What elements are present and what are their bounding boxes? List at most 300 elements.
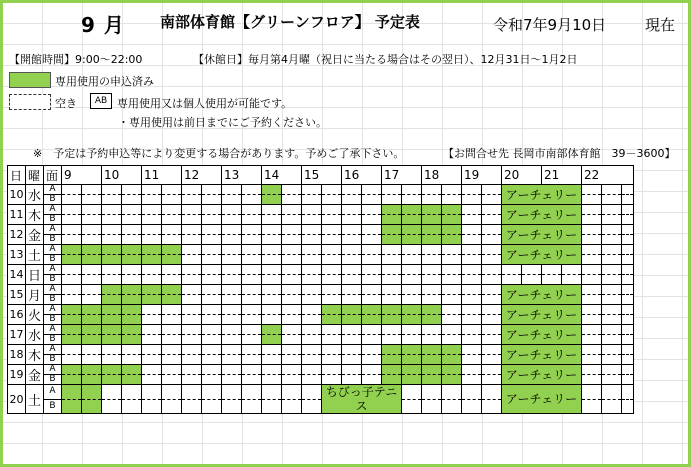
empty-slot[interactable] — [162, 375, 182, 385]
empty-slot[interactable] — [242, 355, 262, 365]
reserved-slot[interactable] — [62, 375, 82, 385]
empty-slot[interactable] — [542, 275, 562, 285]
empty-slot[interactable] — [182, 265, 202, 275]
empty-slot[interactable] — [602, 205, 622, 215]
empty-slot[interactable] — [242, 305, 262, 315]
empty-slot[interactable] — [222, 225, 242, 235]
empty-slot[interactable] — [62, 215, 82, 225]
empty-slot[interactable] — [342, 275, 362, 285]
empty-slot[interactable] — [182, 325, 202, 335]
empty-slot[interactable] — [202, 399, 222, 414]
empty-slot[interactable] — [282, 345, 302, 355]
empty-slot[interactable] — [482, 245, 502, 255]
empty-slot[interactable] — [282, 365, 302, 375]
empty-slot[interactable] — [142, 399, 162, 414]
empty-slot[interactable] — [302, 235, 322, 245]
empty-slot[interactable] — [362, 265, 382, 275]
empty-slot[interactable] — [342, 325, 362, 335]
empty-slot[interactable] — [582, 355, 602, 365]
empty-slot[interactable] — [202, 285, 222, 295]
empty-slot[interactable] — [82, 285, 102, 295]
empty-slot[interactable] — [262, 365, 282, 375]
reserved-slot[interactable] — [442, 375, 462, 385]
empty-slot[interactable] — [122, 225, 142, 235]
reserved-slot[interactable] — [122, 325, 142, 335]
empty-slot[interactable] — [462, 355, 482, 365]
reserved-slot[interactable] — [82, 255, 102, 265]
reserved-slot[interactable] — [62, 365, 82, 375]
empty-slot[interactable] — [502, 265, 522, 275]
reserved-slot[interactable] — [82, 245, 102, 255]
empty-slot[interactable] — [342, 205, 362, 215]
empty-slot[interactable] — [302, 305, 322, 315]
empty-slot[interactable] — [462, 325, 482, 335]
empty-slot[interactable] — [282, 335, 302, 345]
reserved-slot[interactable] — [102, 375, 122, 385]
empty-slot[interactable] — [582, 399, 602, 414]
empty-slot[interactable] — [202, 275, 222, 285]
empty-slot[interactable] — [582, 265, 602, 275]
empty-slot[interactable] — [182, 205, 202, 215]
reserved-slot[interactable] — [382, 365, 402, 375]
empty-slot[interactable] — [182, 399, 202, 414]
empty-slot[interactable] — [122, 185, 142, 195]
reserved-slot[interactable] — [362, 305, 382, 315]
empty-slot[interactable] — [582, 365, 602, 375]
empty-slot[interactable] — [442, 335, 462, 345]
empty-slot[interactable] — [102, 355, 122, 365]
empty-slot[interactable] — [362, 375, 382, 385]
empty-slot[interactable] — [562, 275, 582, 285]
empty-slot[interactable] — [362, 225, 382, 235]
empty-slot[interactable] — [602, 335, 622, 345]
empty-slot[interactable] — [422, 195, 442, 205]
empty-slot[interactable] — [222, 385, 242, 400]
empty-slot[interactable] — [602, 235, 622, 245]
empty-slot[interactable] — [222, 255, 242, 265]
empty-slot[interactable] — [242, 245, 262, 255]
reserved-slot[interactable] — [162, 285, 182, 295]
empty-slot[interactable] — [362, 295, 382, 305]
empty-slot[interactable] — [282, 235, 302, 245]
empty-slot[interactable] — [182, 305, 202, 315]
empty-slot[interactable] — [162, 399, 182, 414]
empty-slot[interactable] — [482, 375, 502, 385]
empty-slot[interactable] — [482, 385, 502, 400]
empty-slot[interactable] — [582, 375, 602, 385]
empty-slot[interactable] — [382, 255, 402, 265]
empty-slot[interactable] — [582, 235, 602, 245]
empty-slot[interactable] — [482, 365, 502, 375]
empty-slot[interactable] — [322, 255, 342, 265]
empty-slot[interactable] — [502, 275, 522, 285]
empty-slot[interactable] — [342, 285, 362, 295]
empty-slot[interactable] — [622, 335, 634, 345]
empty-slot[interactable] — [622, 275, 634, 285]
empty-slot[interactable] — [582, 245, 602, 255]
reserved-slot[interactable] — [442, 225, 462, 235]
empty-slot[interactable] — [122, 355, 142, 365]
empty-slot[interactable] — [382, 265, 402, 275]
empty-slot[interactable] — [322, 205, 342, 215]
empty-slot[interactable] — [402, 245, 422, 255]
reserved-slot[interactable] — [422, 345, 442, 355]
reserved-slot[interactable] — [402, 375, 422, 385]
reserved-slot[interactable] — [422, 235, 442, 245]
empty-slot[interactable] — [582, 225, 602, 235]
reserved-slot[interactable] — [442, 215, 462, 225]
empty-slot[interactable] — [82, 295, 102, 305]
empty-slot[interactable] — [162, 325, 182, 335]
empty-slot[interactable] — [162, 335, 182, 345]
reserved-slot[interactable] — [382, 215, 402, 225]
reservation-label[interactable] — [502, 185, 582, 205]
reserved-slot[interactable] — [142, 255, 162, 265]
empty-slot[interactable] — [442, 385, 462, 400]
empty-slot[interactable] — [602, 325, 622, 335]
empty-slot[interactable] — [602, 285, 622, 295]
empty-slot[interactable] — [302, 385, 322, 400]
empty-slot[interactable] — [142, 335, 162, 345]
empty-slot[interactable] — [62, 205, 82, 215]
empty-slot[interactable] — [462, 225, 482, 235]
reserved-slot[interactable] — [82, 335, 102, 345]
empty-slot[interactable] — [182, 365, 202, 375]
reserved-slot[interactable] — [102, 325, 122, 335]
empty-slot[interactable] — [142, 215, 162, 225]
empty-slot[interactable] — [162, 265, 182, 275]
empty-slot[interactable] — [342, 245, 362, 255]
reserved-slot[interactable] — [102, 305, 122, 315]
empty-slot[interactable] — [382, 285, 402, 295]
empty-slot[interactable] — [382, 185, 402, 195]
empty-slot[interactable] — [482, 205, 502, 215]
empty-slot[interactable] — [82, 205, 102, 215]
empty-slot[interactable] — [282, 295, 302, 305]
empty-slot[interactable] — [402, 295, 422, 305]
empty-slot[interactable] — [482, 275, 502, 285]
empty-slot[interactable] — [182, 355, 202, 365]
empty-slot[interactable] — [222, 399, 242, 414]
empty-slot[interactable] — [422, 255, 442, 265]
empty-slot[interactable] — [222, 275, 242, 285]
empty-slot[interactable] — [422, 285, 442, 295]
empty-slot[interactable] — [602, 315, 622, 325]
empty-slot[interactable] — [262, 315, 282, 325]
empty-slot[interactable] — [302, 335, 322, 345]
empty-slot[interactable] — [482, 335, 502, 345]
empty-slot[interactable] — [142, 345, 162, 355]
reserved-slot[interactable] — [122, 295, 142, 305]
empty-slot[interactable] — [142, 225, 162, 235]
reservation-label[interactable] — [502, 205, 582, 225]
empty-slot[interactable] — [182, 245, 202, 255]
empty-slot[interactable] — [322, 345, 342, 355]
reserved-slot[interactable] — [102, 335, 122, 345]
reserved-slot[interactable] — [62, 255, 82, 265]
empty-slot[interactable] — [162, 215, 182, 225]
empty-slot[interactable] — [242, 205, 262, 215]
empty-slot[interactable] — [162, 305, 182, 315]
reserved-slot[interactable] — [402, 315, 422, 325]
empty-slot[interactable] — [262, 355, 282, 365]
reserved-slot[interactable] — [82, 325, 102, 335]
empty-slot[interactable] — [262, 225, 282, 235]
empty-slot[interactable] — [242, 225, 262, 235]
empty-slot[interactable] — [102, 195, 122, 205]
empty-slot[interactable] — [222, 355, 242, 365]
empty-slot[interactable] — [162, 365, 182, 375]
empty-slot[interactable] — [382, 275, 402, 285]
empty-slot[interactable] — [182, 225, 202, 235]
reserved-slot[interactable] — [442, 355, 462, 365]
empty-slot[interactable] — [622, 295, 634, 305]
empty-slot[interactable] — [302, 265, 322, 275]
empty-slot[interactable] — [122, 345, 142, 355]
empty-slot[interactable] — [222, 265, 242, 275]
empty-slot[interactable] — [382, 195, 402, 205]
empty-slot[interactable] — [622, 265, 634, 275]
empty-slot[interactable] — [362, 185, 382, 195]
empty-slot[interactable] — [582, 255, 602, 265]
empty-slot[interactable] — [102, 385, 122, 400]
empty-slot[interactable] — [282, 215, 302, 225]
empty-slot[interactable] — [142, 275, 162, 285]
empty-slot[interactable] — [582, 185, 602, 195]
empty-slot[interactable] — [222, 205, 242, 215]
empty-slot[interactable] — [422, 295, 442, 305]
empty-slot[interactable] — [262, 265, 282, 275]
empty-slot[interactable] — [422, 245, 442, 255]
empty-slot[interactable] — [362, 245, 382, 255]
reserved-slot[interactable] — [62, 315, 82, 325]
empty-slot[interactable] — [302, 315, 322, 325]
empty-slot[interactable] — [122, 235, 142, 245]
empty-slot[interactable] — [242, 335, 262, 345]
empty-slot[interactable] — [322, 275, 342, 285]
empty-slot[interactable] — [622, 245, 634, 255]
empty-slot[interactable] — [462, 375, 482, 385]
empty-slot[interactable] — [582, 195, 602, 205]
empty-slot[interactable] — [322, 285, 342, 295]
reserved-slot[interactable] — [382, 375, 402, 385]
empty-slot[interactable] — [602, 385, 622, 400]
empty-slot[interactable] — [182, 215, 202, 225]
reserved-slot[interactable] — [62, 399, 82, 414]
empty-slot[interactable] — [342, 265, 362, 275]
empty-slot[interactable] — [342, 255, 362, 265]
empty-slot[interactable] — [102, 345, 122, 355]
empty-slot[interactable] — [382, 295, 402, 305]
reserved-slot[interactable] — [162, 255, 182, 265]
empty-slot[interactable] — [102, 235, 122, 245]
empty-slot[interactable] — [522, 265, 542, 275]
empty-slot[interactable] — [242, 195, 262, 205]
empty-slot[interactable] — [162, 195, 182, 205]
reserved-slot[interactable] — [122, 255, 142, 265]
empty-slot[interactable] — [162, 385, 182, 400]
reserved-slot[interactable] — [442, 205, 462, 215]
empty-slot[interactable] — [122, 265, 142, 275]
empty-slot[interactable] — [382, 245, 402, 255]
reserved-slot[interactable] — [82, 365, 102, 375]
reserved-slot[interactable] — [122, 305, 142, 315]
empty-slot[interactable] — [322, 225, 342, 235]
reserved-slot[interactable] — [62, 305, 82, 315]
empty-slot[interactable] — [182, 185, 202, 195]
empty-slot[interactable] — [62, 355, 82, 365]
reserved-slot[interactable] — [62, 385, 82, 400]
empty-slot[interactable] — [622, 235, 634, 245]
empty-slot[interactable] — [582, 205, 602, 215]
reserved-slot[interactable] — [382, 315, 402, 325]
empty-slot[interactable] — [222, 195, 242, 205]
empty-slot[interactable] — [402, 195, 422, 205]
empty-slot[interactable] — [342, 345, 362, 355]
reserved-slot[interactable] — [322, 315, 342, 325]
empty-slot[interactable] — [182, 375, 202, 385]
empty-slot[interactable] — [362, 335, 382, 345]
empty-slot[interactable] — [282, 305, 302, 315]
empty-slot[interactable] — [302, 345, 322, 355]
empty-slot[interactable] — [582, 325, 602, 335]
empty-slot[interactable] — [162, 355, 182, 365]
empty-slot[interactable] — [202, 215, 222, 225]
reserved-slot[interactable] — [382, 355, 402, 365]
empty-slot[interactable] — [142, 305, 162, 315]
empty-slot[interactable] — [622, 325, 634, 335]
empty-slot[interactable] — [182, 335, 202, 345]
reservation-label[interactable] — [322, 385, 402, 414]
reserved-slot[interactable] — [382, 225, 402, 235]
reserved-slot[interactable] — [142, 245, 162, 255]
empty-slot[interactable] — [302, 245, 322, 255]
reserved-slot[interactable] — [442, 345, 462, 355]
empty-slot[interactable] — [342, 375, 362, 385]
empty-slot[interactable] — [602, 195, 622, 205]
reserved-slot[interactable] — [82, 315, 102, 325]
empty-slot[interactable] — [142, 185, 162, 195]
empty-slot[interactable] — [582, 345, 602, 355]
reserved-slot[interactable] — [102, 315, 122, 325]
empty-slot[interactable] — [422, 185, 442, 195]
reserved-slot[interactable] — [122, 365, 142, 375]
empty-slot[interactable] — [202, 335, 222, 345]
empty-slot[interactable] — [202, 305, 222, 315]
empty-slot[interactable] — [322, 195, 342, 205]
empty-slot[interactable] — [202, 385, 222, 400]
empty-slot[interactable] — [342, 215, 362, 225]
empty-slot[interactable] — [482, 355, 502, 365]
empty-slot[interactable] — [262, 305, 282, 315]
empty-slot[interactable] — [62, 225, 82, 235]
empty-slot[interactable] — [362, 325, 382, 335]
empty-slot[interactable] — [342, 365, 362, 375]
empty-slot[interactable] — [342, 185, 362, 195]
empty-slot[interactable] — [482, 305, 502, 315]
empty-slot[interactable] — [462, 345, 482, 355]
empty-slot[interactable] — [462, 245, 482, 255]
reserved-slot[interactable] — [82, 385, 102, 400]
empty-slot[interactable] — [362, 345, 382, 355]
empty-slot[interactable] — [102, 185, 122, 195]
empty-slot[interactable] — [402, 385, 422, 400]
empty-slot[interactable] — [282, 205, 302, 215]
reserved-slot[interactable] — [402, 235, 422, 245]
empty-slot[interactable] — [262, 295, 282, 305]
empty-slot[interactable] — [322, 185, 342, 195]
empty-slot[interactable] — [222, 365, 242, 375]
empty-slot[interactable] — [362, 285, 382, 295]
empty-slot[interactable] — [102, 215, 122, 225]
empty-slot[interactable] — [302, 295, 322, 305]
reserved-slot[interactable] — [402, 355, 422, 365]
empty-slot[interactable] — [322, 235, 342, 245]
empty-slot[interactable] — [162, 225, 182, 235]
empty-slot[interactable] — [222, 235, 242, 245]
empty-slot[interactable] — [482, 285, 502, 295]
empty-slot[interactable] — [322, 325, 342, 335]
empty-slot[interactable] — [322, 215, 342, 225]
empty-slot[interactable] — [622, 365, 634, 375]
reserved-slot[interactable] — [122, 245, 142, 255]
empty-slot[interactable] — [582, 315, 602, 325]
empty-slot[interactable] — [242, 235, 262, 245]
reserved-slot[interactable] — [102, 295, 122, 305]
empty-slot[interactable] — [262, 205, 282, 215]
empty-slot[interactable] — [142, 365, 162, 375]
empty-slot[interactable] — [362, 255, 382, 265]
empty-slot[interactable] — [602, 355, 622, 365]
empty-slot[interactable] — [582, 335, 602, 345]
empty-slot[interactable] — [482, 225, 502, 235]
empty-slot[interactable] — [222, 295, 242, 305]
empty-slot[interactable] — [282, 265, 302, 275]
reserved-slot[interactable] — [122, 335, 142, 345]
reserved-slot[interactable] — [402, 305, 422, 315]
empty-slot[interactable] — [602, 305, 622, 315]
empty-slot[interactable] — [462, 205, 482, 215]
reservation-label[interactable] — [502, 325, 582, 345]
empty-slot[interactable] — [262, 245, 282, 255]
empty-slot[interactable] — [262, 285, 282, 295]
empty-slot[interactable] — [462, 265, 482, 275]
empty-slot[interactable] — [342, 295, 362, 305]
reserved-slot[interactable] — [62, 335, 82, 345]
empty-slot[interactable] — [182, 345, 202, 355]
empty-slot[interactable] — [282, 255, 302, 265]
empty-slot[interactable] — [122, 205, 142, 215]
empty-slot[interactable] — [222, 335, 242, 345]
empty-slot[interactable] — [302, 325, 322, 335]
empty-slot[interactable] — [342, 335, 362, 345]
empty-slot[interactable] — [262, 385, 282, 400]
empty-slot[interactable] — [62, 285, 82, 295]
empty-slot[interactable] — [202, 375, 222, 385]
empty-slot[interactable] — [622, 225, 634, 235]
empty-slot[interactable] — [222, 285, 242, 295]
empty-slot[interactable] — [242, 275, 262, 285]
reserved-slot[interactable] — [322, 305, 342, 315]
reserved-slot[interactable] — [142, 285, 162, 295]
reserved-slot[interactable] — [422, 355, 442, 365]
empty-slot[interactable] — [302, 215, 322, 225]
empty-slot[interactable] — [322, 335, 342, 345]
empty-slot[interactable] — [482, 315, 502, 325]
empty-slot[interactable] — [362, 205, 382, 215]
empty-slot[interactable] — [462, 295, 482, 305]
empty-slot[interactable] — [142, 375, 162, 385]
